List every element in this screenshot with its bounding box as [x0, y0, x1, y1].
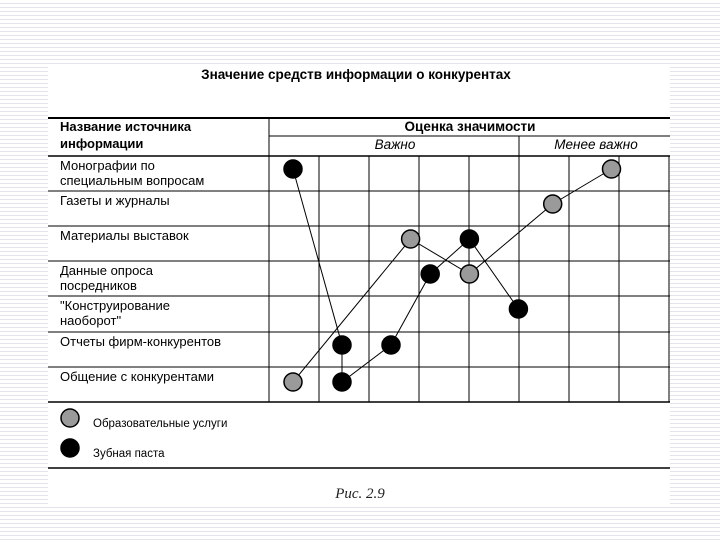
row-label: "Конструирование наоборот" [60, 298, 171, 328]
chart-title: Значение средств информации о конкурентах [201, 67, 511, 82]
column-header-right: Оценка значимости [404, 119, 536, 134]
point-educational-services [544, 195, 562, 213]
point-educational-services [402, 230, 420, 248]
point-toothpaste [509, 300, 527, 318]
scale-label-less-important: Менее важно [554, 137, 638, 152]
legend-marker [61, 409, 79, 427]
point-educational-services [284, 373, 302, 391]
series-points [284, 160, 621, 391]
figure-caption: Рис. 2.9 [335, 486, 385, 502]
point-toothpaste [460, 230, 478, 248]
row-label: Монографии по специальным вопросам [60, 158, 205, 188]
point-educational-services [460, 265, 478, 283]
row-label: Материалы выставок [60, 228, 189, 243]
column-header-left: Название источника информации [60, 119, 192, 151]
point-toothpaste [421, 265, 439, 283]
legend-marker [61, 439, 79, 457]
point-educational-services [603, 160, 621, 178]
row-label: Отчеты фирм-конкурентов [60, 334, 222, 349]
scale-label-important: Важно [374, 137, 416, 152]
row-labels [60, 158, 221, 384]
legend-label: Зубная паста [93, 448, 165, 460]
row-label: Общение с конкурентами [60, 369, 215, 384]
row-label: Газеты и журналы [60, 193, 170, 208]
point-toothpaste [284, 160, 302, 178]
legend [61, 409, 227, 460]
series-line [293, 169, 518, 382]
point-toothpaste [333, 373, 351, 391]
row-label: Данные опроса посредников [60, 263, 154, 293]
point-toothpaste [333, 336, 351, 354]
point-toothpaste [382, 336, 400, 354]
legend-label: Образовательные услуги [93, 418, 228, 430]
